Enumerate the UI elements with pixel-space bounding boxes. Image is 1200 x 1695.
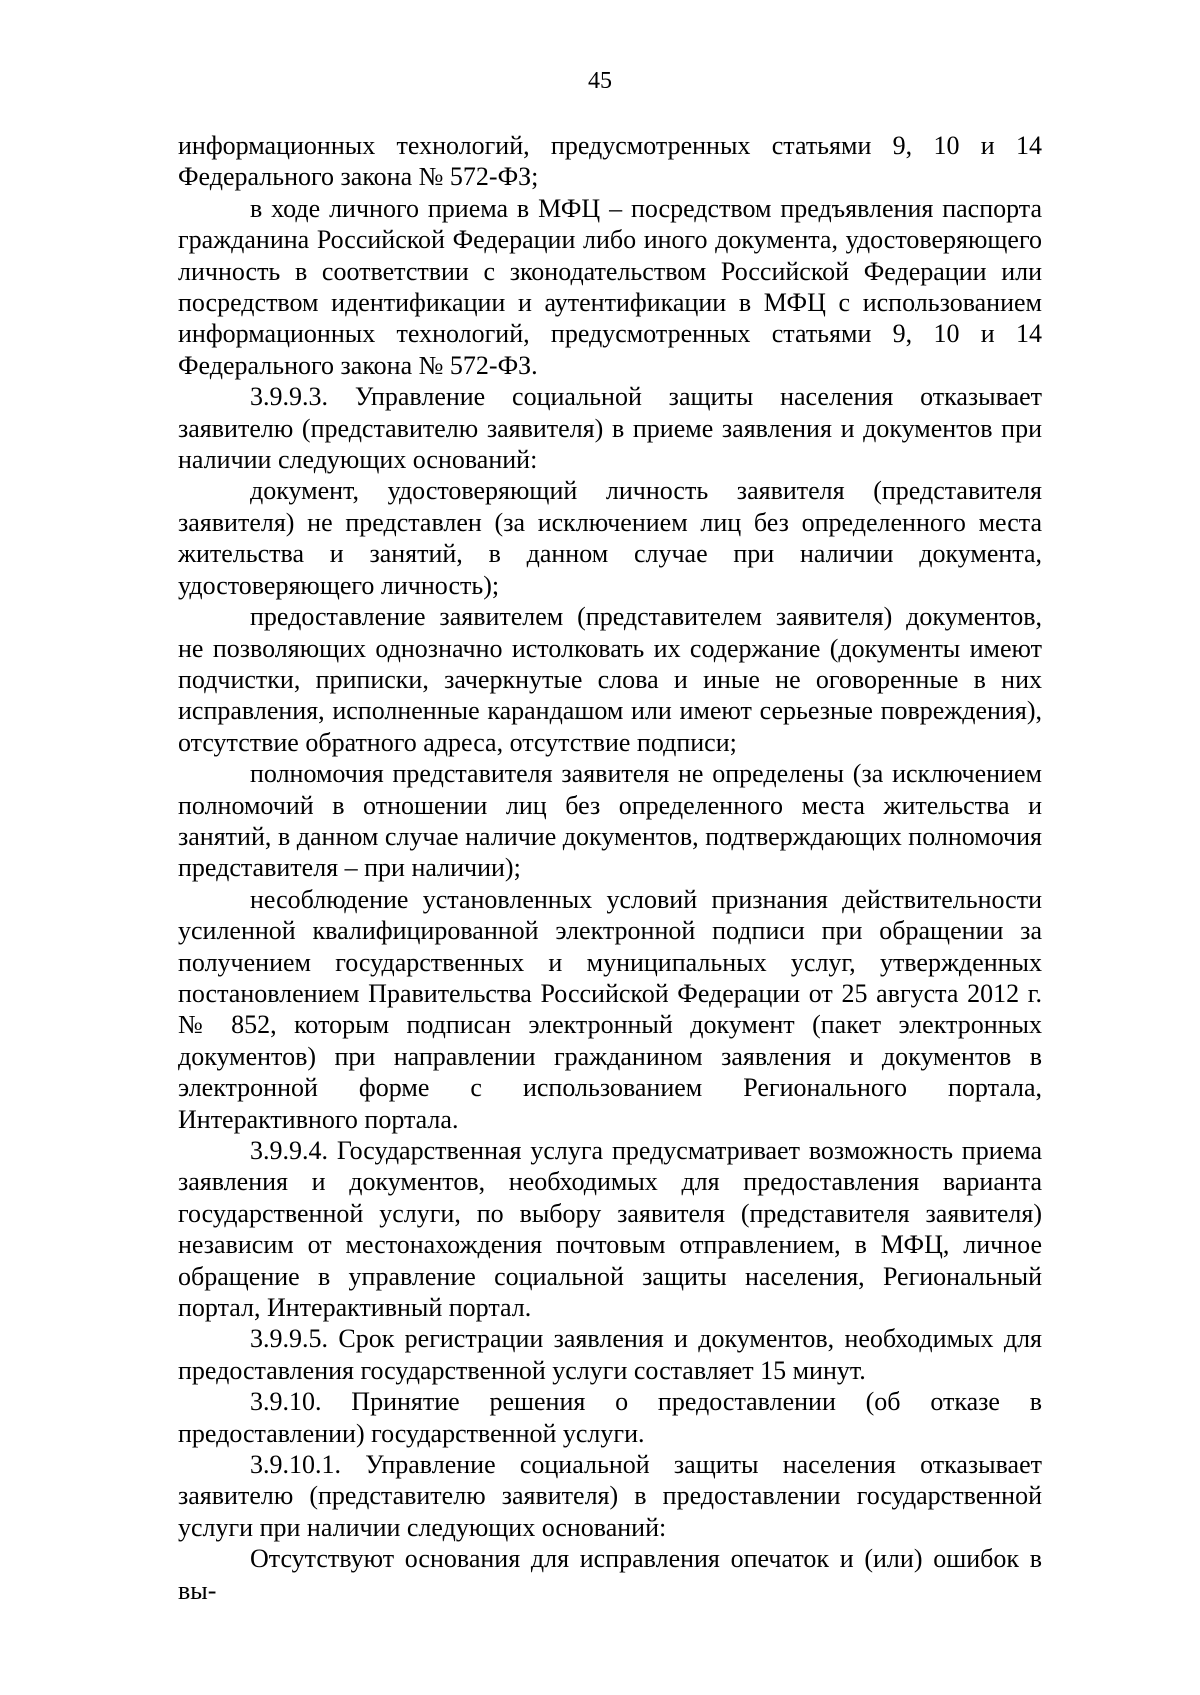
paragraph-ambiguous-documents: предоставление заявителем (представителем заявителя) документов, не позволяющих однозначно истолковать их содержание (документы имеют подчистки, приписки, зачеркнутые слова и иные не оговоренные в них исправления, исполненные карандашом или имеют серьезные повреждения), отсутствие обратного адреса, отсутствие подписи; [178,602,1042,757]
page-number: 45 [588,68,612,94]
paragraph-3-9-10: 3.9.10. Принятие решения о предоставлении (об отказе в предоставлении) государственной услуги. [178,1387,1042,1448]
paragraph-representative-authority: полномочия представителя заявителя не определены (за исключением полномочий в отношении лиц без определенного места жительства и занятий, в данном случае наличие документов, подтверждающих полномочия представителя – при наличии); [178,759,1042,883]
paragraph-3-9-10-1: 3.9.10.1. Управление социальной защиты населения отказывает заявителю (представителю заявителя) в предоставлении государственной услуги при наличии следующих оснований: [178,1450,1042,1542]
paragraph-3-9-9-4: 3.9.9.4. Государственная услуга предусматривает возможность приема заявления и документов, необходимых для предоставления варианта государственной услуги, по выбору заявителя (представителя заявителя) независим от местонахождения почтовым отправлением, в МФЦ, личное обращение в управление социальной защиты населения, Региональный портал, Интерактивный портал. [178,1136,1042,1323]
paragraph-3-9-9-5: 3.9.9.5. Срок регистрации заявления и документов, необходимых для предоставления государственной услуги составляет 15 минут. [178,1324,1042,1385]
document-body [178,130,1042,1606]
paragraph-electronic-signature: несоблюдение установленных условий признания действительности усиленной квалифицированной электронной подписи при обращении за получением государственных и муниципальных услуг, утвержденных постановлением Правительства Российской Федерации от 25 августа 2012 г. № 852, которым подписан электронный документ (пакет электронных документов) при направлении гражданином заявления и документов в электронной форме с использованием Регионального портала, Интерактивного портала. [178,884,1042,1134]
paragraph-no-grounds: Отсутствуют основания для исправления опечаток и (или) ошибок в вы- [178,1544,1042,1605]
paragraph-continuation-line-2: Федерального закона № 572-ФЗ; [178,162,539,192]
paragraph-3-9-9-3: 3.9.9.3. Управление социальной защиты населения отказывает заявителю (представителю заявителя) в приеме заявления и документов при наличии следующих оснований: [178,382,1042,475]
paragraph-continuation-line-1: информационных технологий, предусмотренных статьями 9, 10 и 14 [178,131,1042,160]
paragraph-identity-document: документ, удостоверяющий личность заявителя (представителя заявителя) не представлен (за исключением лиц без определенного места жительства и занятий, в данном случае при наличии документа, удостоверяющего личность); [178,476,1042,600]
paragraph-personal-reception: в ходе личного приема в МФЦ – посредством предъявления паспорта гражданина Российской Федерации либо иного документа, удостоверяющего личность в соответствии с зконодательством Российской Федерации или посредством идентификации и аутентификации в МФЦ с использованием информационных технологий, предусмотренных статьями 9, 10 и 14 Федерального закона № 572-ФЗ. [178,193,1042,380]
